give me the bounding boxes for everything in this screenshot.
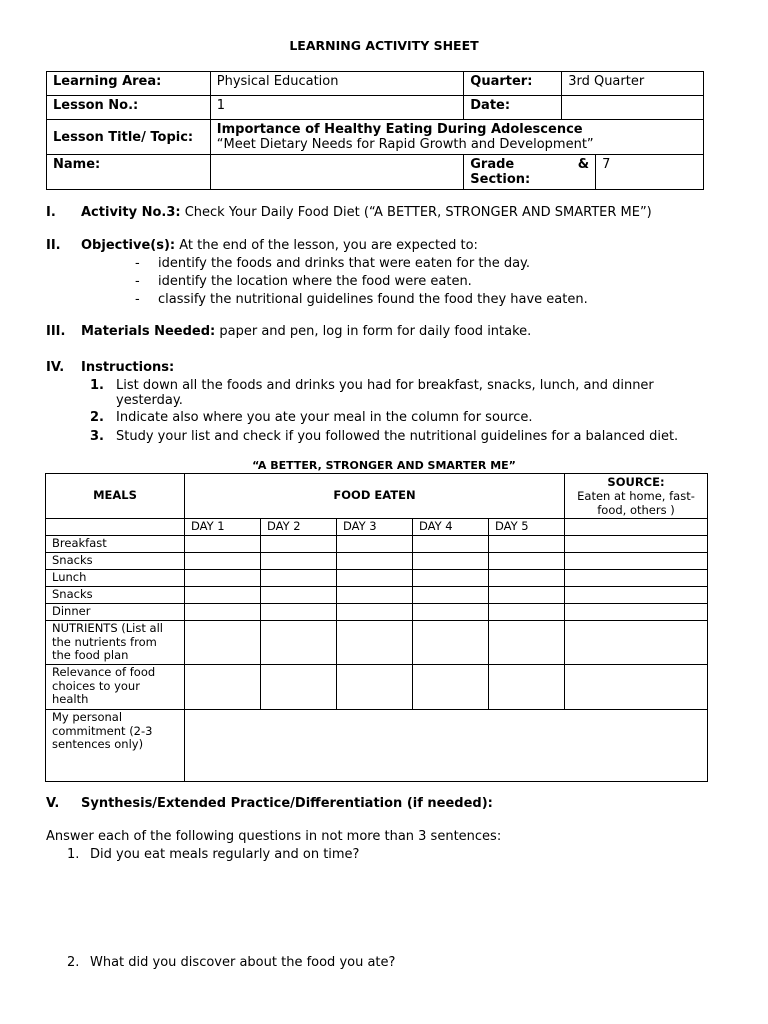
activity-text: Check Your Daily Food Diet (“A BETTER, STRONGER AND SMARTER ME”) <box>180 205 652 220</box>
entry-cell[interactable] <box>337 621 413 665</box>
objectives-text: At the end of the lesson, you are expected to: <box>175 238 478 253</box>
entry-cell[interactable] <box>261 621 337 665</box>
entry-cell[interactable] <box>185 570 261 587</box>
day-header: DAY 5 <box>489 519 565 536</box>
topic-subtitle: “Meet Dietary Needs for Rapid Growth and Development” <box>216 137 594 152</box>
synthesis-label: Synthesis/Extended Practice/Differentiation (if needed): <box>81 796 493 811</box>
entry-cell[interactable] <box>413 621 489 665</box>
question-number: 1. <box>67 847 80 862</box>
entry-cell[interactable] <box>185 665 261 710</box>
entry-cell[interactable] <box>565 604 708 621</box>
entry-cell[interactable] <box>489 587 565 604</box>
section-label-word: Section: <box>470 172 531 187</box>
instruction-text: Study your list and check if you followed the nutritional guidelines for a balanced diet. <box>116 429 679 444</box>
meal-label: Dinner <box>46 604 185 621</box>
commitment-cell[interactable] <box>185 710 708 782</box>
source-title: SOURCE: <box>607 475 665 489</box>
table-row <box>46 665 708 710</box>
entry-cell[interactable] <box>337 665 413 710</box>
entry-cell[interactable] <box>565 570 708 587</box>
section-number: III. <box>46 324 66 339</box>
lesson-no-label: Lesson No.: <box>47 96 211 120</box>
questions-intro: Answer each of the following questions in not more than 3 sentences: <box>46 829 502 844</box>
entry-cell[interactable] <box>261 553 337 570</box>
nutrients-label: NUTRIENTS (List all the nutrients from the food plan <box>46 621 185 665</box>
entry-cell[interactable] <box>337 604 413 621</box>
food-eaten-header: FOOD EATEN <box>185 474 565 519</box>
entry-cell[interactable] <box>337 570 413 587</box>
entry-cell[interactable] <box>565 587 708 604</box>
entry-cell[interactable] <box>413 536 489 553</box>
source-subtitle: Eaten at home, fast-food, others ) <box>577 489 695 517</box>
entry-cell[interactable] <box>413 553 489 570</box>
learning-area-value: Physical Education <box>210 72 464 96</box>
learning-area-label: Learning Area: <box>47 72 211 96</box>
section-number: V. <box>46 796 60 811</box>
sheet-title: LEARNING ACTIVITY SHEET <box>289 38 479 53</box>
bullet-dash: - <box>135 274 140 289</box>
meal-label: Breakfast <box>46 536 185 553</box>
section-body <box>81 324 531 339</box>
grade-label-word: Grade <box>470 157 515 172</box>
section-number: I. <box>46 205 56 220</box>
table-row <box>46 553 708 570</box>
quarter-label: Quarter: <box>464 72 562 96</box>
instruction-text: Indicate also where you ate your meal in the column for source. <box>116 410 533 425</box>
question-text: Did you eat meals regularly and on time? <box>90 847 360 862</box>
meals-header: MEALS <box>46 474 185 519</box>
entry-cell[interactable] <box>413 587 489 604</box>
question-number: 2. <box>67 955 80 970</box>
table-row <box>46 587 708 604</box>
relevance-label: Relevance of food choices to your health <box>46 665 185 710</box>
topic-title: Importance of Healthy Eating During Adolescence <box>216 122 583 137</box>
day-header: DAY 3 <box>337 519 413 536</box>
name-field[interactable] <box>210 155 464 190</box>
entry-cell[interactable] <box>337 553 413 570</box>
objective-text: identify the foods and drinks that were eaten for the day. <box>158 256 531 271</box>
bullet-dash: - <box>135 256 140 271</box>
materials-label: Materials Needed: <box>81 324 216 339</box>
entry-cell[interactable] <box>489 553 565 570</box>
lesson-no-value: 1 <box>210 96 464 120</box>
day-header: DAY 2 <box>261 519 337 536</box>
grade-label-amp: & <box>577 157 590 172</box>
entry-cell[interactable] <box>489 665 565 710</box>
lesson-info-table <box>46 71 704 190</box>
objective-text: classify the nutritional guidelines found the food they have eaten. <box>158 292 588 307</box>
entry-cell[interactable] <box>261 587 337 604</box>
question-text: What did you discover about the food you ate? <box>90 955 396 970</box>
entry-cell[interactable] <box>185 553 261 570</box>
activity-label: Activity No.3: <box>81 205 181 220</box>
table-cell <box>46 519 185 536</box>
entry-cell[interactable] <box>565 553 708 570</box>
table-row <box>46 570 708 587</box>
table-row <box>46 710 708 782</box>
grade-value: 7 <box>596 155 704 190</box>
entry-cell[interactable] <box>565 536 708 553</box>
meal-label: Snacks <box>46 553 185 570</box>
quarter-value: 3rd Quarter <box>562 72 704 96</box>
table-row <box>46 604 708 621</box>
meal-label: Lunch <box>46 570 185 587</box>
entry-cell[interactable] <box>185 587 261 604</box>
entry-cell[interactable] <box>261 665 337 710</box>
topic-cell <box>210 120 703 155</box>
entry-cell[interactable] <box>337 536 413 553</box>
instruction-number: 3. <box>90 429 104 444</box>
entry-cell[interactable] <box>489 621 565 665</box>
day-header: DAY 4 <box>413 519 489 536</box>
entry-cell[interactable] <box>565 665 708 710</box>
commitment-label: My personal commitment (2-3 sentences only) <box>46 710 185 782</box>
instruction-number: 2. <box>90 410 104 425</box>
entry-cell[interactable] <box>261 570 337 587</box>
table-cell <box>565 519 708 536</box>
entry-cell[interactable] <box>489 604 565 621</box>
entry-cell[interactable] <box>413 604 489 621</box>
instructions-label: Instructions: <box>81 360 175 375</box>
entry-cell[interactable] <box>489 570 565 587</box>
grade-label <box>464 155 596 190</box>
entry-cell[interactable] <box>489 536 565 553</box>
meals-table-title: “A BETTER, STRONGER AND SMARTER ME” <box>252 459 516 472</box>
source-header <box>565 474 708 519</box>
entry-cell[interactable] <box>185 621 261 665</box>
section-number: II. <box>46 238 61 253</box>
objective-text: identify the location where the food were eaten. <box>158 274 472 289</box>
bullet-dash: - <box>135 292 140 307</box>
name-label: Name: <box>47 155 211 190</box>
section-body <box>81 238 478 253</box>
objectives-label: Objective(s): <box>81 238 176 253</box>
entry-cell[interactable] <box>261 604 337 621</box>
day-header: DAY 1 <box>185 519 261 536</box>
table-row <box>46 536 708 553</box>
entry-cell[interactable] <box>337 587 413 604</box>
table-row <box>46 621 708 665</box>
meals-table <box>45 473 708 782</box>
instruction-text: List down all the foods and drinks you had for breakfast, snacks, lunch, and dinner yesterday. <box>116 378 654 408</box>
entry-cell[interactable] <box>413 570 489 587</box>
entry-cell[interactable] <box>565 621 708 665</box>
entry-cell[interactable] <box>185 604 261 621</box>
section-number: IV. <box>46 360 65 375</box>
entry-cell[interactable] <box>185 536 261 553</box>
date-label: Date: <box>464 96 562 120</box>
section-body <box>81 205 652 220</box>
entry-cell[interactable] <box>413 665 489 710</box>
entry-cell[interactable] <box>261 536 337 553</box>
topic-label: Lesson Title/ Topic: <box>47 120 211 155</box>
materials-text: paper and pen, log in form for daily food intake. <box>215 324 532 339</box>
instruction-number: 1. <box>90 378 104 393</box>
date-field[interactable] <box>562 96 704 120</box>
meal-label: Snacks <box>46 587 185 604</box>
